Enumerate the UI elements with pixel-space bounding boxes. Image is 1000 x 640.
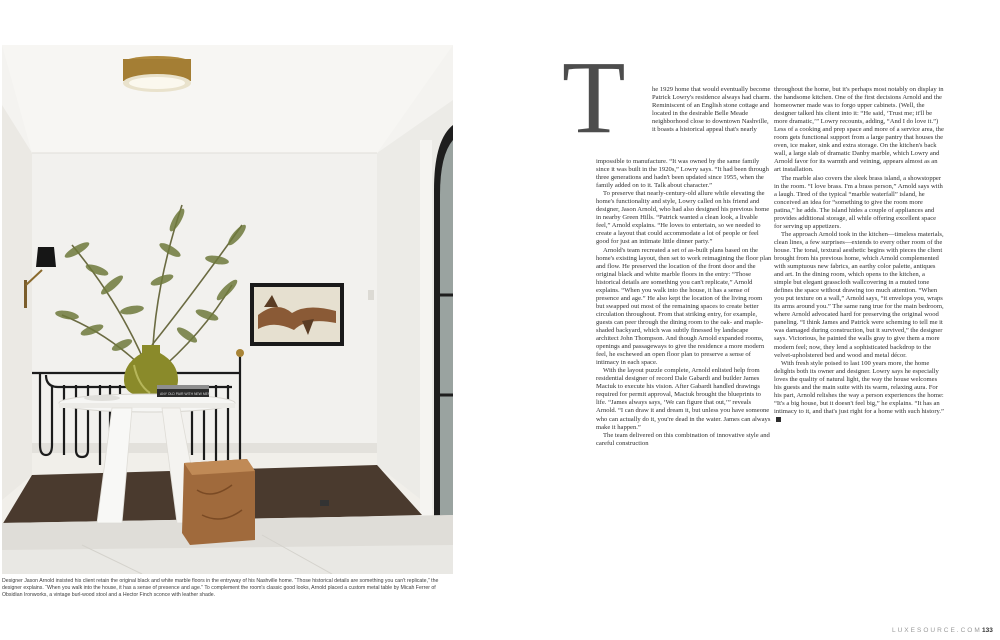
photo-caption: Designer Jason Arnold insisted his client retain the original black and white marble floors in the entryway of his Nashville home. “Those historical details are something you can't replicate,” the designer explains. “When you walk into the house, it has a sense of presence and age.” To complement the room's classic good looks, Arnold placed a custom metal table by Micah Ferrer of Obsidian Ironworks, a vintage burl-wood stool and a Hector Finch sconce with leather shade. [2,578,439,599]
drop-cap: T [562,40,626,155]
article-paragraph: impossible to manufacture. “It was owned by the same family since it was built in the 1920s,” Lowry says. “It had been through three generations and hadn't been updated since 1955, when the family added on to it. Talk about character.” [596,158,769,190]
article-column-1 [596,158,772,448]
lead-paragraph: he 1929 home that would eventually become Patrick Lowry's residence always had charm. Reminiscent of an English stone cottage and located in the desirable Belle Meade neighborhood close to downtown Nashville, it boasts a historical appeal that's nearly [652,86,772,134]
article-paragraph: With the layout puzzle complete, Arnold enlisted help from residential designer of record Dale Gabardi and builder James Maciuk to execute his vision. After Gabardi handled drawings required for permit approval, Maciuk brought the blueprints to life. “James always says, ‘We can figure that out,’” reveals Arnold. “I can draw it and dream it, but unless you have someone who can actually do it, you're dead in the water. James can always make it happen.” [596,367,771,431]
article-paragraph: The team delivered on this combination of innovative style and careful construction [596,431,770,447]
page-number: 133 [982,627,993,634]
end-mark-icon [776,417,781,422]
article-paragraph: The approach Arnold took in the kitchen—timeless materials, clean lines, a few surprises—extends to every other room of the house. The tonal, textural aesthetic begins with pieces the client brought from his previous home, which Arnold complemented with sumptuous new fabrics, an earthy color palette, antiques and art. In the dining room, which opens to the kitchen, a simple but elegant grasscloth wallcovering in a muted tone defines the space without drawing too much attention. “When you put texture on a wall,” Arnold says, “it envelops you, wraps its arms around you.” The same rang true for the main bedroom, where Arnold advocated hard for preserving the original wood paneling. “I think James and Patrick were scheming to tell me it was damaged during construction, but it survived,” the designer says. Victorious, he painted the walls gray to give them a more modern feel; now, they lend a sophisticated backdrop to the velvet-upholstered bed and wood and metal décor. [774,230,944,359]
entryway-photo [2,45,453,574]
book-spine-text: ANY OLD PAIR WITH NEW MEN [160,392,211,396]
article-paragraph: To preserve that nearly-century-old allure while elevating the home's functionality and style, Lowry called on his friend and designer, Jason Arnold, who had also designed his previous home in nearby Green Hills. “Patrick wanted a clean look, a livable feel,” Arnold explains. “He loves to entertain, so we needed to create a layout that could accommodate a lot of people or feel good for just an intimate little dinner party.” [596,190,770,246]
footer-site-name: LUXESOURCE.COM [892,627,982,634]
article-paragraph: throughout the home, but it's perhaps most notably on display in the handsome kitchen. One of the first decisions Arnold and the homeowner made was to forgo upper cabinets. (Well, the designer talked his client into it: “He said, ‘Trust me; it'll be more dramatic,’” Lowry recounts, adding, “And I do love it.”) Less of a cooking and prep space and more of a service area, the room gets functional support from a large pantry that houses the oven, ice maker, sink and extra storage. On the kitchen's back wall, a large slab of dramatic Danby marble, which Lowry and Arnold favor for its warmth and veining, appears almost as an art installation. [774,86,944,174]
article-paragraph: The marble also covers the sleek brass island, a showstopper in the room. “I love brass. I'm a brass person,” Arnold says with a laugh. Tired of the typical “marble waterfall” island, he conceived an idea for “something to give the room more patina,” he adds. The island hides a couple of appliances and provides additional storage, all while offering excellent space for serving up appetizers. [774,174,943,230]
article-paragraph [774,360,944,424]
article-paragraph: Arnold's team recreated a set of as-built plans based on the home's existing layout, then set to work reimagining the floor plan and flow. He preserved the location of the front door and the original black and white marble floors in the entry: “Those historical details are something you can't replicate,” Arnold explains. “When you walk into the house, it has a sense of presence and age.” He also kept the location of the living room but swapped out most of the remaining spaces to create better circulation throughout. From that striking entry, for example, guests can peer through the dining room to the oak- and maple-shaded backyard, which was subtly finessed by landscape architect John Thompson. And though Arnold expanded rooms, openings and passageways to give the residence a more modern feel, he eschewed an open floor plan to preserve a sense of intimacy in each space. [596,246,772,367]
article-column-2 [774,86,944,424]
final-paragraph-text: With fresh style poised to last 100 years more, the home delights both its owner and designer. Lowry says he especially loves the quality of natural light, the way the house welcomes his guests and the main suite with its warm, relaxing aura. For his part, Arnold relishes the way a person experiences the home: “It's a big house, but it doesn't feel big,” he explains. “It has an intimacy to it, and that's just right for a home with such history.” [774,359,944,415]
